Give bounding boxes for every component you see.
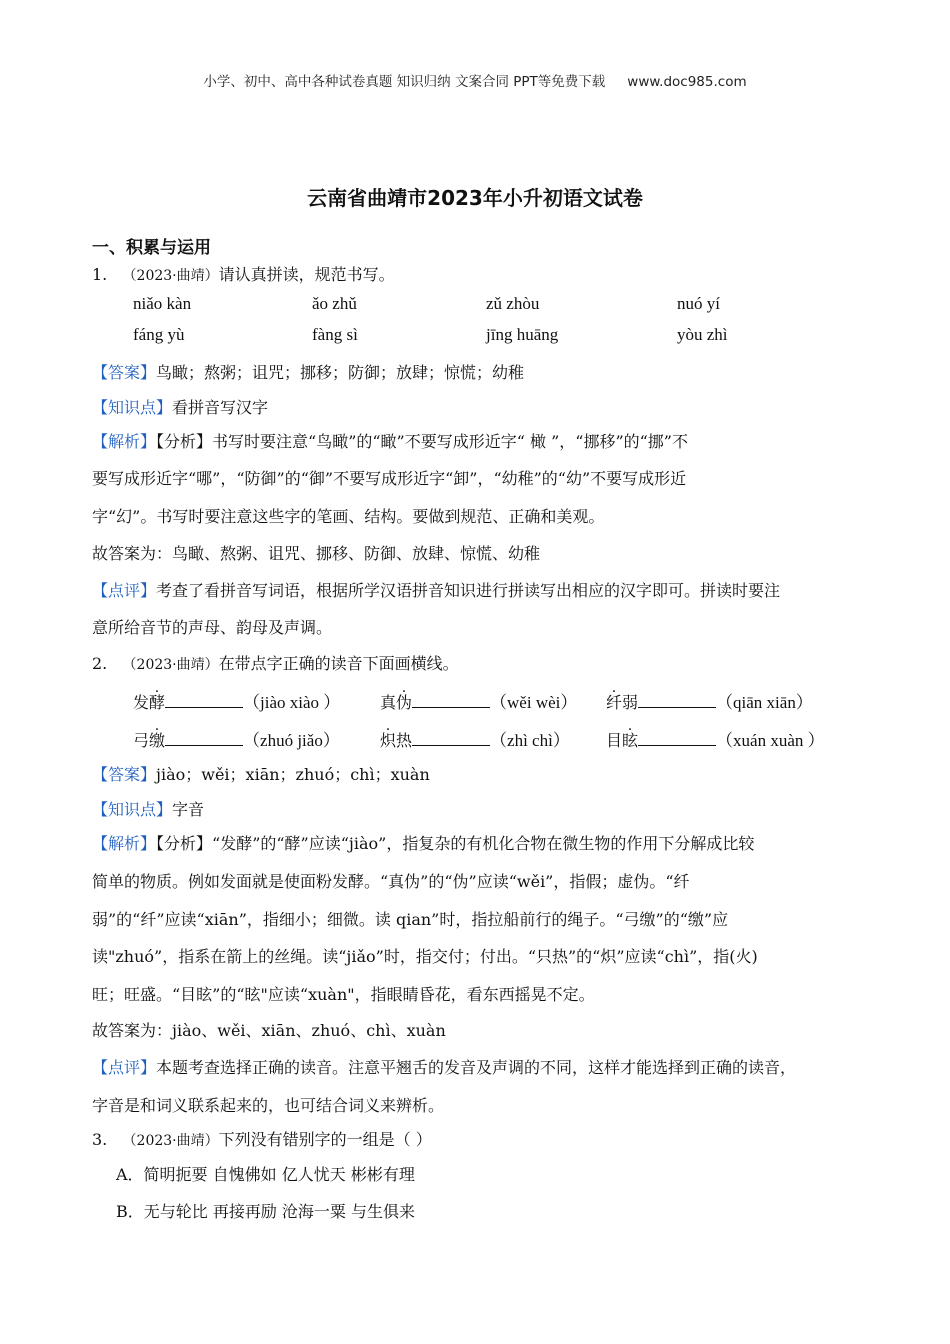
q2-comment-line <box>92 1055 796 1078</box>
comment-tag: 【点评】 <box>92 581 157 600</box>
analysis-tag: 【解析】 <box>92 432 157 451</box>
knowledge-text: 看拼音写汉字 <box>172 398 269 417</box>
analysis-tag: 【解析】 <box>92 834 157 853</box>
knowledge-tag: 【知识点】 <box>92 398 173 417</box>
page-title: 云南省曲靖市2023年小升初语文试卷 <box>307 186 643 210</box>
pinyin-item: ǎo zhǔ <box>312 294 357 313</box>
answer-blank[interactable] <box>412 731 490 746</box>
analysis-text: 【分析】书写时要注意“鸟瞰”的“瞰”不要写成形近字“ 橄 ”，“挪移”的“挪”不 <box>156 432 688 451</box>
q3-source: （2023·曲靖） <box>122 1133 219 1149</box>
header-site[interactable]: www.doc985.com <box>627 74 747 90</box>
pinyin-item: jīng huāng <box>486 325 559 344</box>
q2-final-answer: 故答案为：jiào、wěi、xiān、zhuó、chì、xuàn <box>92 1021 446 1040</box>
pinyin-item: fàng sì <box>312 325 358 344</box>
comment-tag: 【点评】 <box>92 1058 157 1077</box>
q2-text: 在带点字正确的读音下面画横线。 <box>218 654 459 673</box>
dotted-char: 酵 <box>149 693 166 712</box>
comment-text: 考查了看拼音写词语，根据所学汉语拼音知识进行拼读写出相应的汉字即可。拼读时要注 <box>156 581 781 600</box>
q1-source: （2023·曲靖） <box>122 268 219 284</box>
q2-answer <box>92 762 430 785</box>
word-char: 发 <box>133 693 150 712</box>
answer-blank[interactable] <box>165 731 243 746</box>
answer-blank[interactable] <box>638 731 716 746</box>
q1-text: 请认真拼读，规范书写。 <box>218 265 395 284</box>
q1-final-answer: 故答案为：鸟瞰、熬粥、诅咒、挪移、防御、放肆、惊慌、幼稚 <box>92 544 541 563</box>
q1-answer <box>92 360 524 383</box>
word-char: 弓 <box>133 731 150 750</box>
word-char: 目 <box>606 731 623 750</box>
q2-item <box>606 688 813 713</box>
answer-blank[interactable] <box>165 693 243 708</box>
q2-analysis-line: 简单的物质。例如发面就是使面粉发酵。“真伪”的“伪”应读“wěi”，指假；虚伪。“纤 <box>92 872 690 891</box>
q2-item <box>606 726 825 751</box>
pinyin-item: nuó yí <box>677 294 720 313</box>
header-text: 小学、初中、高中各种试卷真题 知识归纳 文案合同 PPT等免费下载 <box>203 74 606 90</box>
dotted-char: 缴 <box>149 731 166 750</box>
q1-analysis-line: 要写成形近字“哪”，“防御”的“御”不要写成形近字“卸”，“幼稚”的“幼”不要写成形近 <box>92 469 687 488</box>
q2-item <box>133 726 340 751</box>
analysis-text: 【分析】“发酵”的“酵”应读“jiào”，指复杂的有机化合物在微生物的作用下分解成比较 <box>156 834 755 853</box>
dotted-char: 眩 <box>622 731 639 750</box>
page-header <box>0 70 950 90</box>
dotted-char: 炽 <box>380 731 397 750</box>
q2-item <box>380 688 577 713</box>
reading-options: （zhì chì） <box>490 731 570 750</box>
knowledge-tag: 【知识点】 <box>92 800 173 819</box>
answer-blank[interactable] <box>412 693 490 708</box>
q2-item <box>380 726 570 751</box>
word-char: 真 <box>380 693 397 712</box>
answer-blank[interactable] <box>638 693 716 708</box>
comment-text: 本题考查选择正确的读音。注意平翘舌的发音及声调的不同，这样才能选择到正确的读音， <box>156 1058 797 1077</box>
q2-number: 2. <box>92 654 108 673</box>
pinyin-item: yòu zhì <box>677 325 728 344</box>
q2-analysis-line <box>92 831 754 854</box>
q2-source: （2023·曲靖） <box>122 657 219 673</box>
answer-tag: 【答案】 <box>92 765 157 784</box>
q2-analysis-line: 读"zhuó”，指系在箭上的丝绳。读“jiǎo”时，指交付；付出。“只热”的“炽”应读“chì”，指(火) <box>92 947 758 966</box>
pinyin-item: niǎo kàn <box>133 294 192 313</box>
q1-comment-line <box>92 578 780 601</box>
dotted-char: 纤 <box>606 693 623 712</box>
q2-item <box>133 688 340 713</box>
q2-comment-line: 字音是和词义联系起来的，也可结合词义来辨析。 <box>92 1096 445 1115</box>
q1-number: 1. <box>92 265 108 284</box>
q1-knowledge-point <box>92 395 268 418</box>
q3-option-b[interactable]: B．无与轮比 再接再励 沧海一粟 与生俱来 <box>116 1202 416 1221</box>
q1-analysis-line: 字“幻”。书写时要注意这些字的笔画、结构。要做到规范、正确和美观。 <box>92 507 605 526</box>
dotted-char: 伪 <box>396 693 413 712</box>
q2-analysis-line: 弱”的“纤”应读“xiān”，指细小；细微。读 qian”时，指拉船前行的绳子。“弓缴”的“缴”应 <box>92 910 729 929</box>
q1-analysis-line <box>92 429 688 452</box>
pinyin-item: fáng yù <box>133 325 185 344</box>
q3-number: 3. <box>92 1130 108 1149</box>
reading-options: （jiào xiào ） <box>243 693 341 712</box>
q1-stem <box>92 262 395 285</box>
knowledge-text: 字音 <box>172 800 205 819</box>
answer-text: 鸟瞰；熬粥；诅咒；挪移；防御；放肆；惊慌；幼稚 <box>156 363 525 382</box>
q3-text: 下列没有错别字的一组是（ ） <box>218 1130 432 1149</box>
reading-options: （wěi wèi） <box>490 693 578 712</box>
pinyin-item: zǔ zhòu <box>486 294 540 313</box>
q1-comment-line: 意所给音节的声母、韵母及声调。 <box>92 618 333 637</box>
word-char: 热 <box>396 731 413 750</box>
answer-text: jiào；wěi；xiān；zhuó；chì；xuàn <box>156 765 430 784</box>
reading-options: （zhuó jiǎo） <box>243 731 340 750</box>
reading-options: （qiān xiān） <box>716 693 813 712</box>
q2-knowledge-point <box>92 797 204 820</box>
section-heading: 一、积累与运用 <box>92 238 211 258</box>
q3-stem <box>92 1127 432 1150</box>
q2-analysis-line: 旺；旺盛。“目眩”的“眩"应读“xuàn"，指眼睛昏花，看东西摇晃不定。 <box>92 985 595 1004</box>
q3-option-a[interactable]: A．简明扼要 自愧佛如 亿人忧天 彬彬有理 <box>116 1165 415 1184</box>
word-char: 弱 <box>622 693 639 712</box>
reading-options: （xuán xuàn ） <box>716 731 825 750</box>
q2-stem <box>92 651 459 674</box>
answer-tag: 【答案】 <box>92 363 157 382</box>
